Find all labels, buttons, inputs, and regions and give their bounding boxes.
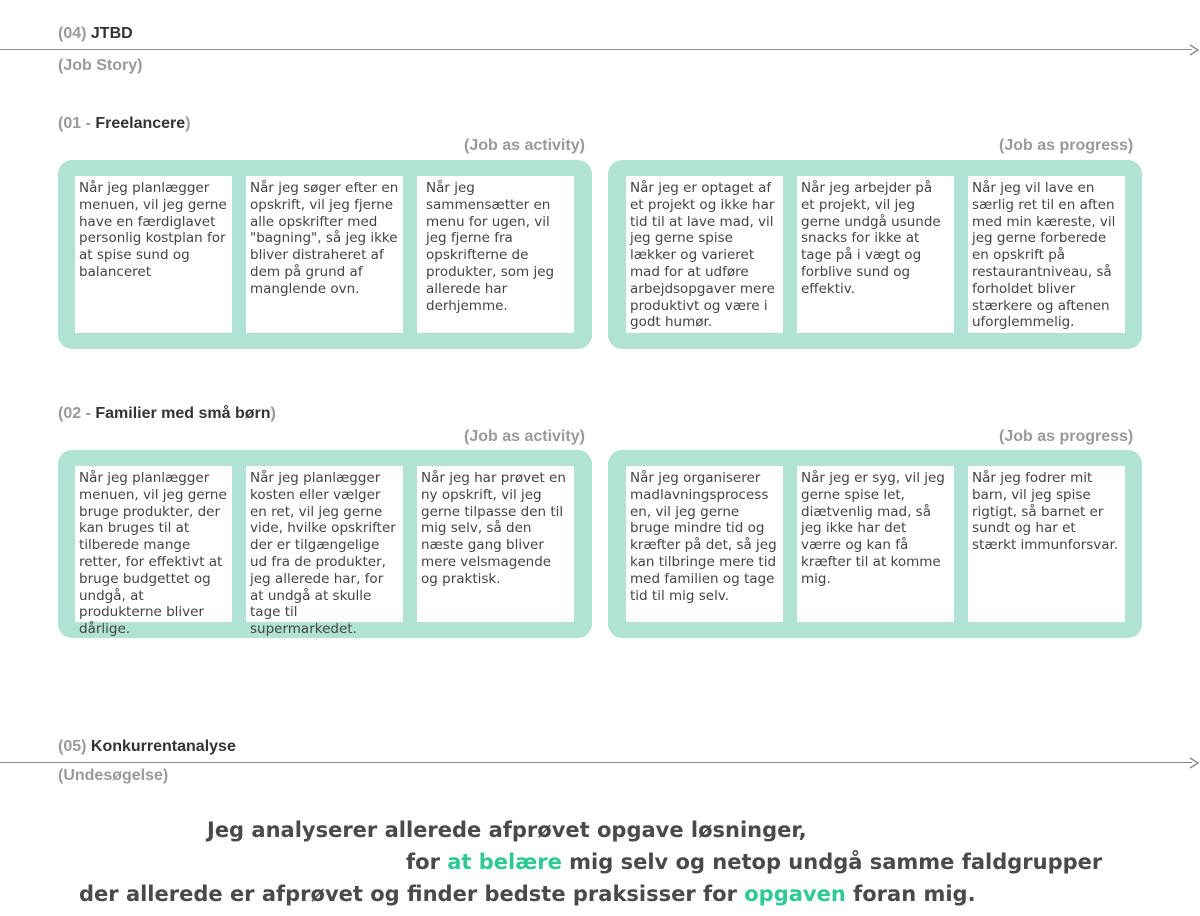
- arrow-right-icon: [1188, 757, 1200, 769]
- group-2-progress-card-2: Når jeg er syg, vil jeg gerne spise let, diætvenlig mad, så jeg ikke har det værre og kan få kræfter til at komme mig.: [797, 466, 954, 622]
- group-1-title: Freelancere: [95, 115, 186, 132]
- group-2-progress-card-3: Når jeg fodrer mit barn, vil jeg spise rigtigt, så barnet er sundt og har et stærkt immunforsvar.: [968, 466, 1125, 622]
- arrow-right-icon: [1188, 44, 1200, 56]
- statement-line-1: Jeg analyserer allerede afprøvet opgave løsninger,: [207, 818, 807, 842]
- statement-line-3-start: der allerede er afprøvet og finder bedste praksisser for: [79, 882, 745, 906]
- group-2-activity-label: (Job as activity): [464, 428, 585, 445]
- section-05-subtitle: (Undesøgelse): [58, 767, 169, 784]
- group-1-activity-label: (Job as activity): [464, 137, 585, 154]
- group-1-progress-card-3: Når jeg vil lave en særlig ret til en aften med min kæreste, vil jeg gerne forberede en opskrift på restaurantniveau, så forholdet bliver stærkere og aftenen uforglemmelig.: [968, 176, 1125, 333]
- group-2-activity-card-2: Når jeg planlægger kosten eller vælger en ret, vil jeg gerne vide, hvilke opskrifter der er tilgængelige ud fra de produkter, jeg allerede har, for at undgå at skulle tage til supermarkedet.: [246, 466, 403, 622]
- group-1-progress-label: (Job as progress): [999, 137, 1134, 154]
- group-1-heading: [58, 115, 191, 133]
- group-1-activity-card-1: Når jeg planlægger menuen, vil jeg gerne have en færdiglavet personlig kostplan for at spise sund og balanceret: [75, 176, 232, 333]
- section-05-number: (05): [58, 738, 87, 755]
- group-2-progress-label: (Job as progress): [999, 428, 1134, 445]
- statement-highlight-learn: at belære: [447, 850, 562, 874]
- group-1-activity-card-2: Når jeg søger efter en opskrift, vil jeg fjerne alle opskrifter med "bagning", så jeg ikke bliver distraheret af dem på grund af manglende ovn.: [246, 176, 403, 333]
- section-04-title: JTBD: [90, 25, 133, 42]
- group-1-activity-card-3: Når jeg sammensætter en menu for ugen, vil jeg fjerne fra opskrifterne de produkter, som jeg allerede har derhjemme.: [417, 176, 574, 333]
- statement-line-2-end: mig selv og netop undgå samme faldgrupper: [561, 850, 1103, 874]
- group-2-close: ): [270, 405, 276, 422]
- group-1-close: ): [185, 115, 191, 132]
- group-2-activity-card-3: Når jeg har prøvet en ny opskrift, vil jeg gerne tilpasse den til mig selv, så den næste gang bliver mere velsmagende og praktisk.: [417, 466, 574, 622]
- group-2-number: (02 -: [58, 405, 96, 422]
- group-1-progress-card-2: Når jeg arbejder på et projekt, vil jeg gerne undgå usunde snacks for ikke at tage på i vægt og forblive sund og effektiv.: [797, 176, 954, 333]
- section-04-heading: [58, 25, 133, 43]
- group-1-number: (01 -: [58, 115, 96, 132]
- section-04-subtitle: (Job Story): [58, 57, 143, 74]
- statement-line-3: [79, 882, 976, 906]
- group-2-title: Familier med små børn: [95, 405, 271, 422]
- group-2-activity-card-1: Når jeg planlægger menuen, vil jeg gerne bruge produkter, der kan bruges til at tilberede mange retter, for effektivt at bruge budgettet og undgå, at produkterne bliver dårlige.: [75, 466, 232, 622]
- section-05-divider: [0, 762, 1192, 763]
- group-2-progress-card-1: Når jeg organiserer madlavningsprocess en, vil jeg gerne bruge mindre tid og kræfter på det, så jeg kan tilbringe mere tid med familien og tage tid til mig selv.: [626, 466, 783, 622]
- statement-line-2: [406, 850, 1102, 874]
- statement-line-3-end: foran mig.: [845, 882, 976, 906]
- section-05-title: Konkurrentanalyse: [90, 738, 236, 755]
- section-05-heading: [58, 738, 236, 756]
- section-04-number: (04): [58, 25, 87, 42]
- statement-line-2-start: for: [406, 850, 448, 874]
- group-1-progress-card-1: Når jeg er optaget af et projekt og ikke har tid til at lave mad, vil jeg gerne spise lækker og varieret mad for at udføre arbejdsopgaver mere produktivt og være i godt humør.: [626, 176, 783, 333]
- section-04-divider: [0, 49, 1192, 50]
- group-2-heading: [58, 405, 276, 423]
- statement-highlight-task: opgaven: [744, 882, 846, 906]
